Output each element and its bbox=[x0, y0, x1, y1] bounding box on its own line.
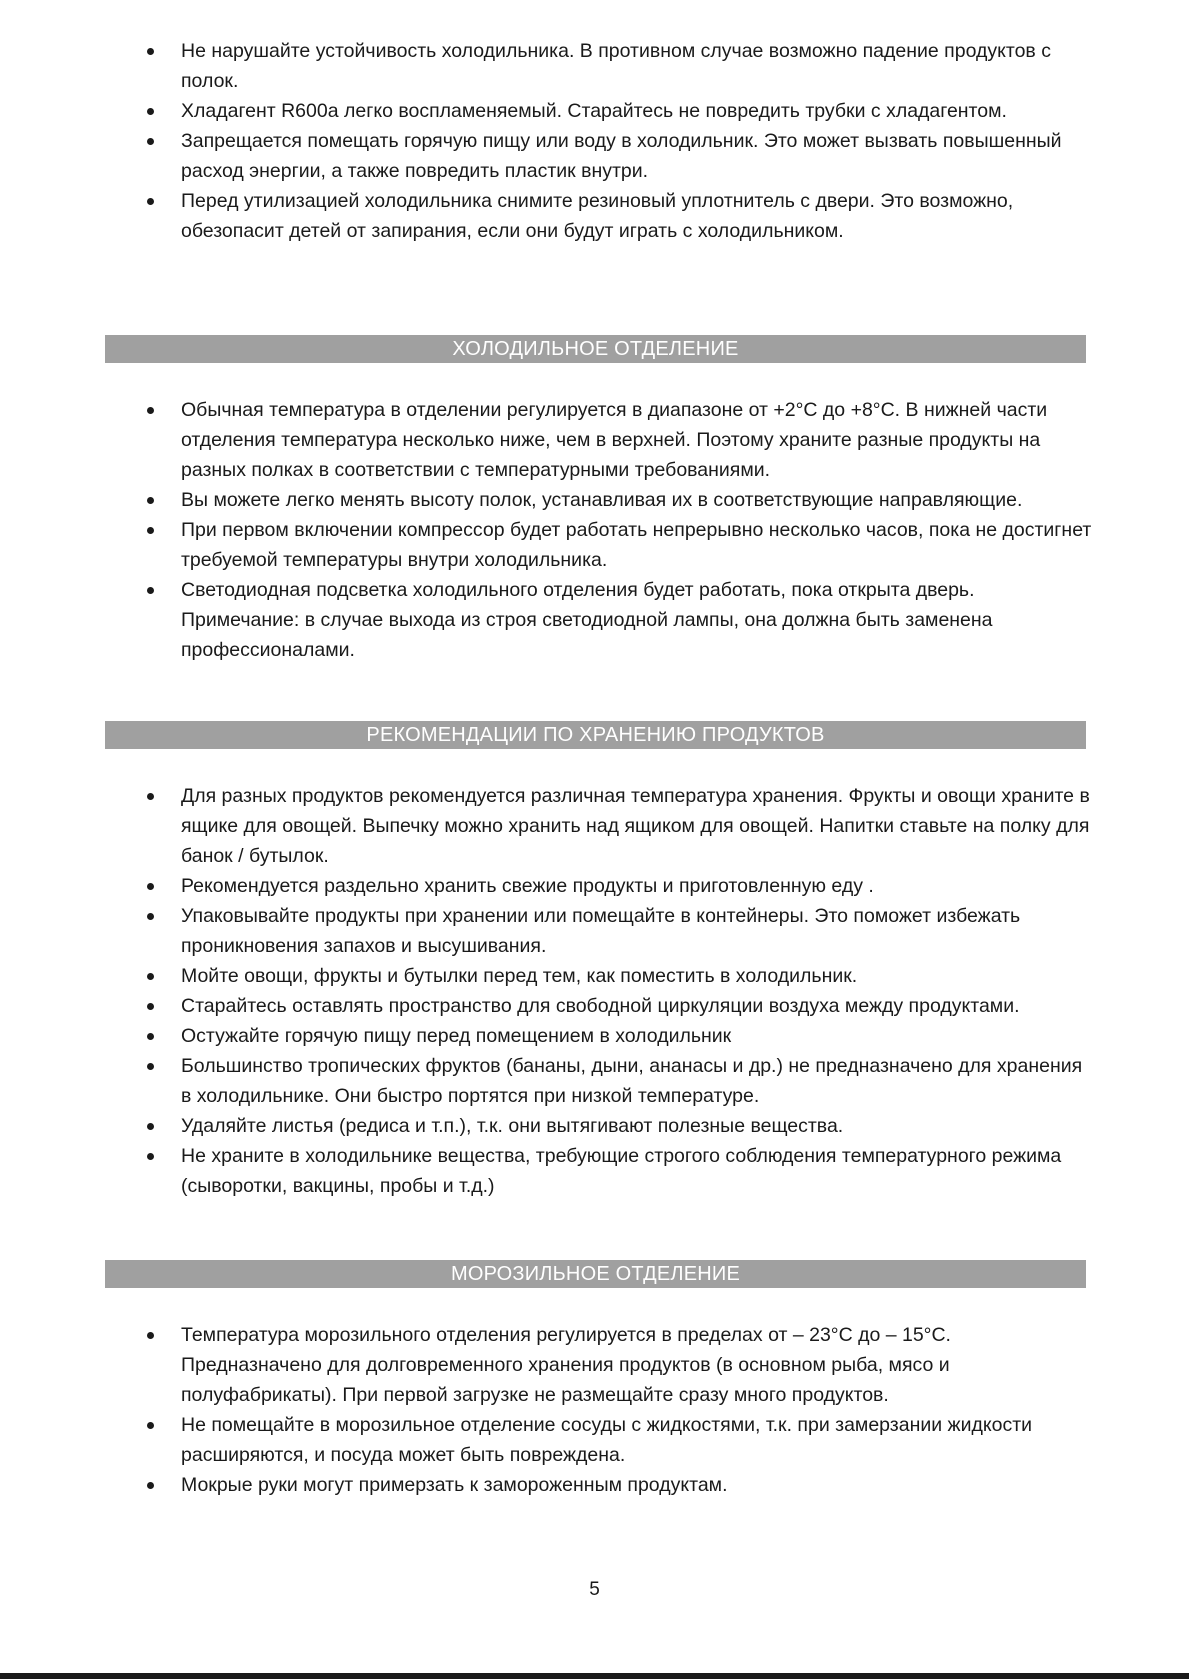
bullet-icon bbox=[147, 1332, 154, 1339]
list-item-text: Для разных продуктов рекомендуется различная температура хранения. Фрукты и овощи храните в ящике для овощей. Выпечку можно хранить над ящиком для овощей. Напитки ставьте на полку для банок / бутылок. bbox=[181, 785, 1090, 867]
list-item bbox=[0, 1051, 1189, 1111]
bullet-icon bbox=[147, 108, 154, 115]
bullet-icon bbox=[147, 1033, 154, 1040]
list-item bbox=[0, 991, 1189, 1021]
bullet-icon bbox=[147, 1123, 154, 1130]
list-item bbox=[0, 901, 1189, 961]
list-item bbox=[0, 96, 1189, 126]
section-header-storage: РЕКОМЕНДАЦИИ ПО ХРАНЕНИЮ ПРОДУКТОВ bbox=[105, 721, 1086, 749]
list-item bbox=[0, 1470, 1189, 1500]
list-item-text: Не помещайте в морозильное отделение сосуды с жидкостями, т.к. при замерзании жидкости расширяются, и посуда может быть повреждена. bbox=[181, 1414, 1033, 1466]
list-item bbox=[0, 126, 1189, 186]
bullet-icon bbox=[147, 793, 154, 800]
list-item-text: Упаковывайте продукты при хранении или помещайте в контейнеры. Это поможет избежать проникновения запахов и высушивания. bbox=[181, 905, 1021, 957]
list-item bbox=[0, 1320, 1189, 1410]
bullet-icon bbox=[147, 973, 154, 980]
bullet-icon bbox=[147, 138, 154, 145]
list-item-text: Старайтесь оставлять пространство для свободной циркуляции воздуха между продуктами. bbox=[181, 995, 1020, 1017]
list-item-text: Мойте овощи, фрукты и бутылки перед тем, как поместить в холодильник. bbox=[181, 965, 858, 987]
list-item bbox=[0, 186, 1189, 246]
list-item-text: Большинство тропических фруктов (бананы, дыни, ананасы и др.) не предназначено для хранения в холодильнике. Они быстро портятся при низкой температуре. bbox=[181, 1055, 1083, 1107]
list-item bbox=[0, 36, 1189, 96]
bullet-icon bbox=[147, 407, 154, 414]
list-item bbox=[0, 395, 1189, 485]
bottom-rule bbox=[0, 1673, 1189, 1679]
list-item-text: Остужайте горячую пищу перед помещением в холодильник bbox=[181, 1025, 732, 1047]
list-item-text: Не храните в холодильнике вещества, требующие строгого соблюдения температурного режима (сыворотки, вакцины, пробы и т.д.) bbox=[181, 1145, 1062, 1197]
fridge-section bbox=[0, 335, 1189, 665]
list-item-text: Температура морозильного отделения регулируется в пределах от – 23°С до – 15°С. Предназначено для долговременного хранения продуктов (в основном рыба, мясо и полуфабрикаты). При первой загрузке не размещайте сразу много продуктов. bbox=[181, 1324, 951, 1406]
list-item-text: При первом включении компрессор будет работать непрерывно несколько часов, пока не достигнет требуемой температуры внутри холодильника. bbox=[181, 519, 1092, 571]
bullet-icon bbox=[147, 527, 154, 534]
list-item bbox=[0, 1141, 1189, 1201]
freezer-section bbox=[0, 1260, 1189, 1500]
list-item bbox=[0, 485, 1189, 515]
bullet-icon bbox=[147, 1153, 154, 1160]
list-item-text: Запрещается помещать горячую пищу или воду в холодильник. Это может вызвать повышенный расход энергии, а также повредить пластик внутри. bbox=[181, 130, 1062, 182]
list-item-text: Хладагент R600a легко воспламеняемый. Старайтесь не повредить трубки с хладагентом. bbox=[181, 100, 1007, 122]
list-item bbox=[0, 515, 1189, 575]
bullet-icon bbox=[147, 1482, 154, 1489]
list-item bbox=[0, 1410, 1189, 1470]
list-item bbox=[0, 1111, 1189, 1141]
list-item-text: Мокрые руки могут примерзать к замороженным продуктам. bbox=[181, 1474, 728, 1496]
bullet-icon bbox=[147, 1003, 154, 1010]
bullet-icon bbox=[147, 48, 154, 55]
bullet-icon bbox=[147, 913, 154, 920]
list-item-text: Светодиодная подсветка холодильного отделения будет работать, пока открыта дверь. Примечание: в случае выхода из строя светодиодной лампы, она должна быть заменена профессионалами. bbox=[181, 579, 993, 661]
intro-list bbox=[0, 36, 1189, 246]
bullet-icon bbox=[147, 883, 154, 890]
bullet-icon bbox=[147, 497, 154, 504]
section-header-freezer: МОРОЗИЛЬНОЕ ОТДЕЛЕНИЕ bbox=[105, 1260, 1086, 1288]
list-item bbox=[0, 1021, 1189, 1051]
bullet-icon bbox=[147, 198, 154, 205]
list-item-text: Удаляйте листья (редиса и т.п.), т.к. они вытягивают полезные вещества. bbox=[181, 1115, 844, 1137]
section-header-fridge: ХОЛОДИЛЬНОЕ ОТДЕЛЕНИЕ bbox=[105, 335, 1086, 363]
page-number: 5 bbox=[589, 1579, 600, 1600]
list-item-text: Рекомендуется раздельно хранить свежие продукты и приготовленную еду . bbox=[181, 875, 874, 897]
list-item bbox=[0, 781, 1189, 871]
list-item bbox=[0, 871, 1189, 901]
storage-section bbox=[0, 721, 1189, 1201]
list-item bbox=[0, 961, 1189, 991]
bullet-icon bbox=[147, 1422, 154, 1429]
list-item-text: Вы можете легко менять высоту полок, устанавливая их в соответствующие направляющие. bbox=[181, 489, 1023, 511]
list-item-text: Перед утилизацией холодильника снимите резиновый уплотнитель с двери. Это возможно, обезопасит детей от запирания, если они будут играть с холодильником. bbox=[181, 190, 1014, 242]
list-item-text: Не нарушайте устойчивость холодильника. В противном случае возможно падение продуктов с полок. bbox=[181, 40, 1051, 92]
bullet-icon bbox=[147, 1063, 154, 1070]
bullet-icon bbox=[147, 587, 154, 594]
list-item-text: Обычная температура в отделении регулируется в диапазоне от +2°С до +8°С. В нижней части отделения температура несколько ниже, чем в верхней. Поэтому храните разные продукты на разных полках в соответствии с температурными требованиями. bbox=[181, 399, 1048, 481]
list-item bbox=[0, 575, 1189, 665]
